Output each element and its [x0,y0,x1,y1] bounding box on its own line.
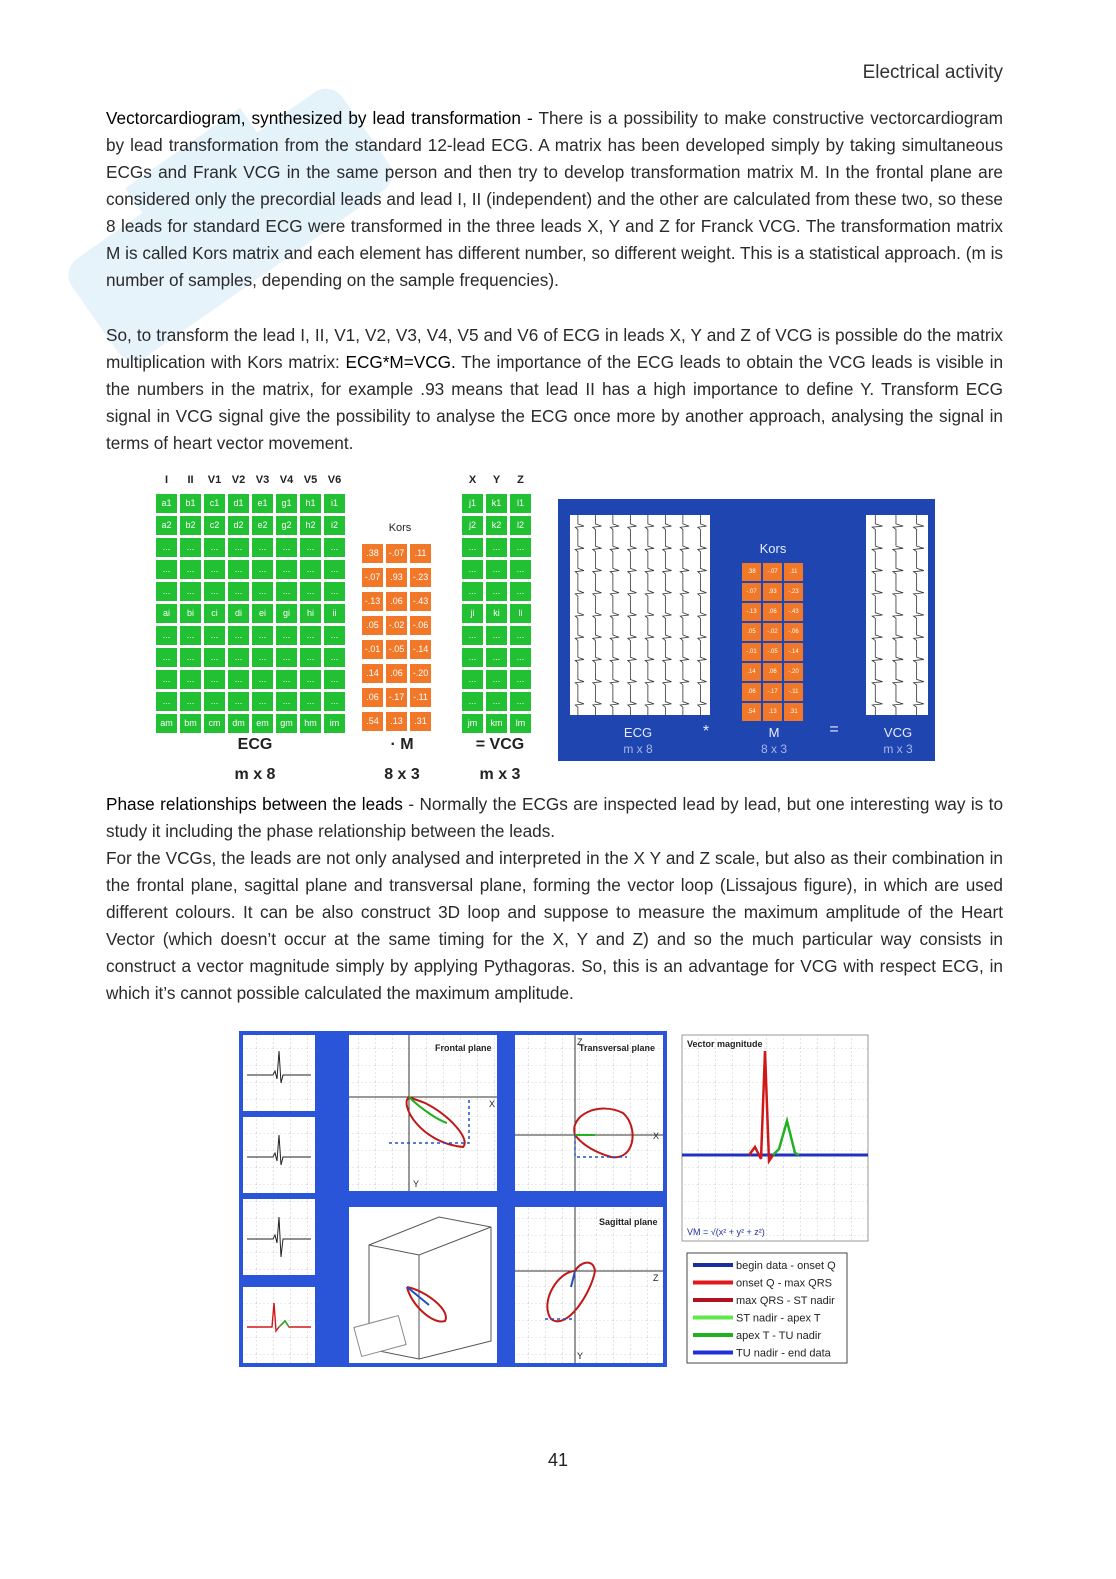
ecg-matrix-cell: hm [300,714,321,733]
vcg-matrix-cell: ... [462,626,483,645]
ecg-matrix-cell: ... [252,582,273,601]
paragraph-body: There is a possibility to make constructive vectorcardiogram by lead transformation from the standard 12-lead ECG. A matrix has been developed simply by taking simultaneous ECGs and Frank VCG in the same person and then try to develop transformation matrix M. In the frontal plane are considered only the precordial leads and lead I, II (independent) and the other are calculated from these two, so these 8 leads for standard ECG were transformed in the three leads X, Y and Z for Franck VCG. The transformation matrix M is called Kors matrix and each element has different number, so different weight. This is a statistical approach. (m is number of samples, depending on the sample frequencies). [106,108,1003,290]
ecg-matrix-cell: ... [156,538,177,557]
matrix-figure [150,470,540,790]
ecg-matrix-cell: ... [324,626,345,645]
kors-matrix-cell: .38 [362,544,383,563]
ecg-matrix-cell: ... [324,582,345,601]
3d-loop-panel [349,1207,497,1363]
kors-small-cell: -.13 [742,603,761,621]
kors-small-cell: -.11 [784,683,803,701]
m-dimension: 8 x 3 [384,766,420,783]
trace-lines [570,515,710,715]
kors-matrix-cell: .54 [362,712,383,731]
kors-small-cell: -.23 [784,583,803,601]
kors-small-cell: -.05 [763,643,782,661]
vcg-matrix-cell: li [510,604,531,623]
section-lead-vcg: Vectorcardiogram, synthesized by lead transformation - [106,108,533,128]
ecg-matrix-cell: ... [180,538,201,557]
ecg-matrix-cell: gi [276,604,297,623]
legend-label: TU nadir - end data [736,1347,831,1360]
kors-matrix-cell: .06 [362,688,383,707]
ecg-matrix-cell: a2 [156,516,177,535]
vcg-column-header: Z [517,474,524,486]
vcg-matrix-cell: l1 [510,494,531,513]
vcg-matrix-cell: ... [486,648,507,667]
vcg-loops-figure [239,1031,869,1367]
ecg-matrix-cell: ... [156,626,177,645]
ecg-matrix-cell: ... [180,626,201,645]
ecg-column-header: V4 [279,474,294,486]
ecg-matrix-cell: ... [300,582,321,601]
vcg-matrix-cell: ... [486,538,507,557]
kors-small-cell: -.07 [763,563,782,581]
ecg-matrix-cell: i1 [324,494,345,513]
ecg-matrix-cell: hi [300,604,321,623]
ecg-matrix-cell: e1 [252,494,273,513]
ecg-matrix-cell: ... [156,692,177,711]
kors-small-cell: .31 [784,703,803,721]
ecg-column-header: V6 [327,474,342,486]
ecg-matrix-cell: c1 [204,494,225,513]
running-header: Electrical activity [862,62,1003,83]
ecg-matrix-cell: ... [300,626,321,645]
kors-matrix-cell: -.20 [410,664,431,683]
ecg-column-header: II [187,474,194,486]
ecg-matrix-cell: h1 [300,494,321,513]
ecg-matrix-cell: ... [180,560,201,579]
vcg-matrix-cell: ... [486,582,507,601]
ecg-matrix-cell: c2 [204,516,225,535]
kors-matrix-small [742,563,806,723]
paragraph-text: So, to transform the lead I, II, V1, V2, V3, V4, V5 and V6 of ECG in leads X, Y and Z of VCG is possible do the matrix multiplication with Kors matrix: [106,325,1003,372]
transversal-label: Transversal plane [579,1043,656,1053]
frontal-axis-x: X [489,1099,496,1109]
kors-matrix-cell: -.13 [362,592,383,611]
legend-label: onset Q - max QRS [736,1277,832,1290]
legend-label: begin data - onset Q [736,1260,836,1272]
paragraph-vcg-synthesis [106,105,1003,294]
ecg-matrix-cell: ... [228,648,249,667]
kors-small-cell: -.20 [784,663,803,681]
sagittal-plane-panel [515,1207,663,1363]
ecg-matrix-cell: ii [324,604,345,623]
ecg-matrix-cell: ... [276,560,297,579]
vcg-matrix-cell: ... [462,670,483,689]
legend [687,1253,847,1363]
kors-matrix-cell: .11 [410,544,431,563]
kors-small-cell: .14 [742,663,761,681]
vcg-matrix-cell: l2 [510,516,531,535]
ecg-matrix-cell: ... [204,538,225,557]
ecg-matrix-cell: ... [204,582,225,601]
section-lead-phase: Phase relationships between the leads [106,794,403,814]
ecg-matrix-cell: i2 [324,516,345,535]
vcg-matrix-cell: k2 [486,516,507,535]
ecg-label: ECG [623,725,653,740]
ecg-matrix-cell: ... [204,670,225,689]
ecg-matrix-cell: ... [204,692,225,711]
legend-label: apex T - TU nadir [736,1330,821,1342]
vcg-matrix-cell: ... [486,670,507,689]
vcg-matrix-cell: ... [510,582,531,601]
vcg-matrix-cell: ... [462,692,483,711]
paragraph-body: - Normally the ECGs are inspected lead by lead, but one interesting way is to study it including the phase relationship between the leads. [106,794,1003,841]
legend-label: ST nadir - apex T [736,1312,821,1325]
vm-formula: VM = √(x² + y² + z²) [687,1227,765,1237]
ecg-dimension: m x 8 [234,766,276,783]
ecg-dim: m x 8 [623,742,653,756]
vcg-matrix-cell: ... [462,538,483,557]
ecg-matrix-cell: bi [180,604,201,623]
ecg-matrix-cell: ... [324,538,345,557]
multiply-sign: * [702,723,710,740]
ecg-matrix-cell: ... [324,648,345,667]
kors-matrix-cell: -.43 [410,592,431,611]
vcg-dim: m x 3 [883,742,913,756]
ecg-matrix-cell: ... [276,538,297,557]
ecg-matrix-cell: ... [180,692,201,711]
ecg-matrix-cell: ... [276,648,297,667]
lead-strips [243,1035,315,1363]
kors-matrix-cell: .06 [386,664,407,683]
ecg-matrix-cell: ... [180,582,201,601]
vcg-matrix-cell: lm [510,714,531,733]
ecg-matrix-cell: g2 [276,516,297,535]
ecg-matrix-cell: ... [276,692,297,711]
vcg-matrix-cell: ... [510,538,531,557]
vcg-matrix-cell: ji [462,604,483,623]
kors-matrix-cell: -.17 [386,688,407,707]
equals-sign: = [829,721,839,738]
ecg-matrix-cell: ai [156,604,177,623]
ecg-matrix-cell: am [156,714,177,733]
ecg-matrix-cell: ... [228,626,249,645]
kors-matrix-cell: -.01 [362,640,383,659]
ecg-matrix-cell: ... [228,582,249,601]
vcg-matrix-cell: ... [510,670,531,689]
ecg-matrix-cell: ... [252,692,273,711]
ecg-matrix-cell: ... [252,648,273,667]
m-dim: 8 x 3 [760,742,787,756]
transversal-plane-panel [515,1035,663,1191]
ecg-traces-panel [570,515,710,715]
ecg-matrix-cell: ... [252,626,273,645]
ecg-matrix-cell: ... [276,626,297,645]
kors-small-cell: -.06 [784,623,803,641]
kors-matrix-cell: .14 [362,664,383,683]
kors-small-cell: .06 [763,663,782,681]
vcg-loops-svg [239,1031,869,1367]
ecg-matrix-cell: d2 [228,516,249,535]
paragraph-kors-transform [106,322,1003,457]
ecg-matrix-cell: ... [156,582,177,601]
ecg-matrix-cell: ... [204,560,225,579]
vcg-matrix-cell: ... [462,582,483,601]
kors-small-cell: .11 [784,563,803,581]
ecg-matrix-cell: ... [180,670,201,689]
vcg-matrix-cell: ... [486,626,507,645]
formula-text: ECG*M=VCG. [345,352,456,372]
ecg-matrix-cell: ... [300,648,321,667]
kors-small-cell: -.43 [784,603,803,621]
ecg-matrix-cell: ... [156,648,177,667]
vcg-matrix-cell: km [486,714,507,733]
vcg-matrix-cell: jm [462,714,483,733]
kors-title: Kors [388,522,412,534]
vcg-matrix-cell: j2 [462,516,483,535]
kors-small-cell: .38 [742,563,761,581]
ecg-column-header: V3 [255,474,270,486]
vcg-column-header: X [468,474,477,486]
sagittal-axis-y: Y [577,1351,584,1361]
kors-matrix-cell: -.07 [386,544,407,563]
kors-slide-figure [558,499,935,761]
sagittal-axis-z: Z [653,1273,659,1283]
page-number: 41 [547,1450,569,1470]
ecg-matrix-cell: ... [204,626,225,645]
frontal-plane-panel [349,1035,497,1191]
kors-title: Kors [759,541,787,556]
ecg-column-header: I [164,474,169,486]
ecg-matrix-cell: ... [300,692,321,711]
ecg-column-header: V2 [231,474,246,486]
vector-magnitude-panel [682,1035,868,1241]
frontal-label: Frontal plane [435,1043,492,1053]
kors-small-cell: .06 [742,683,761,701]
kors-matrix-cell: -.06 [410,616,431,635]
kors-small-cell: .93 [763,583,782,601]
kors-small-cell: -.07 [742,583,761,601]
sagittal-label: Sagittal plane [599,1217,658,1227]
kors-matrix-cell: -.14 [410,640,431,659]
kors-small-cell: -.17 [763,683,782,701]
vcg-matrix-cell: ki [486,604,507,623]
ecg-matrix-cell: ... [300,538,321,557]
kors-matrix-cell: .93 [386,568,407,587]
paragraph-text: The importance of the ECG leads to obtain the VCG leads is visible in the numbers in the matrix, for example .93 means that lead II has a high importance to define Y. Transform ECG signal in VCG signal give the possibility to analyse the ECG once more by another approach, analysing the signal in terms of heart vector movement. [106,352,1004,453]
vcg-matrix-cell: ... [462,648,483,667]
ecg-matrix-cell: ci [204,604,225,623]
ecg-matrix-cell: ... [324,692,345,711]
ecg-matrix-cell: ... [252,670,273,689]
ecg-matrix-cell: ... [156,670,177,689]
paragraph-body-2: For the VCGs, the leads are not only analysed and interpreted in the X Y and Z scale, but also as their combination in the frontal plane, sagittal plane and transversal plane, forming the vector loop (Lissajous figure), in which are used different colours. It can be also construct 3D loop and suppose to measure the maximum amplitude of the Heart Vector (which doesn’t occur at the same timing for the X, Y and Z) and so the much particular way consists in construct a vector magnitude simply by applying Pythagoras. So, this is an advantage for VCG with respect ECG, in which it’s cannot possible calculated the maximum amplitude. [106,848,1003,1003]
vcg-column-header: Y [492,474,501,486]
kors-matrix-cell: .06 [386,592,407,611]
ecg-column-header: V1 [207,474,222,486]
ecg-matrix-cell: ... [300,560,321,579]
m-matrix-label: · M [390,736,414,753]
ecg-matrix-cell: ei [252,604,273,623]
vcg-matrix-cell: ... [510,560,531,579]
transversal-axis-z: Z [577,1037,583,1047]
vcg-matrix-cell: ... [462,560,483,579]
ecg-matrix-cell: ... [228,538,249,557]
vcg-matrix-cell: ... [510,648,531,667]
kors-matrix-cell: -.11 [410,688,431,707]
ecg-matrix-cell: ... [300,670,321,689]
ecg-matrix-cell: b2 [180,516,201,535]
ecg-matrix-cell: bm [180,714,201,733]
ecg-matrix-cell: di [228,604,249,623]
vcg-label: VCG [883,725,913,740]
paragraph-phase-relationships [106,791,1003,1007]
ecg-matrix-cell: ... [156,560,177,579]
ecg-matrix-cell: ... [204,648,225,667]
vcg-matrix-cell: ... [486,560,507,579]
ecg-matrix-cell: em [252,714,273,733]
kors-matrix-cell: .13 [386,712,407,731]
ecg-column-header: V5 [303,474,318,486]
kors-small-cell: -.02 [763,623,782,641]
ecg-matrix-cell: b1 [180,494,201,513]
ecg-matrix-cell: ... [252,560,273,579]
kors-small-cell: .06 [763,603,782,621]
kors-matrix-cell: -.05 [386,640,407,659]
kors-small-cell: -.14 [784,643,803,661]
trace-lines [866,515,928,715]
ecg-matrix-cell: ... [180,648,201,667]
ecg-matrix-cell: ... [276,670,297,689]
ecg-matrix-cell: ... [228,560,249,579]
kors-matrix-cell: -.02 [386,616,407,635]
kors-small-cell: .13 [763,703,782,721]
kors-matrix-cell: -.23 [410,568,431,587]
kors-matrix-cell: .05 [362,616,383,635]
vcg-matrix-cell: ... [510,692,531,711]
ecg-matrix-cell: d1 [228,494,249,513]
ecg-matrix-cell: dm [228,714,249,733]
kors-matrix-cell: .31 [410,712,431,731]
ecg-matrix-label: ECG [237,736,273,753]
kors-matrix-cell: -.07 [362,568,383,587]
ecg-matrix-cell: ... [276,582,297,601]
m-label: M [768,725,780,740]
ecg-matrix-cell: h2 [300,516,321,535]
ecg-matrix-cell: ... [228,692,249,711]
transversal-axis-x: X [653,1131,660,1141]
vcg-dimension: m x 3 [479,766,521,783]
ecg-matrix-cell: g1 [276,494,297,513]
vcg-matrix-cell: k1 [486,494,507,513]
legend-label: max QRS - ST nadir [736,1295,835,1307]
ecg-matrix-cell: e2 [252,516,273,535]
frontal-axis-y: Y [413,1179,420,1189]
ecg-matrix-cell: ... [324,670,345,689]
vcg-matrix-cell: j1 [462,494,483,513]
vm-title: Vector magnitude [687,1039,763,1049]
vcg-traces-panel [866,515,928,715]
kors-small-cell: -.01 [742,643,761,661]
ecg-matrix-cell: ... [324,560,345,579]
ecg-matrix-cell: gm [276,714,297,733]
ecg-matrix-cell: im [324,714,345,733]
ecg-matrix-cell: cm [204,714,225,733]
ecg-matrix-cell: ... [228,670,249,689]
vcg-matrix-label: = VCG [475,736,525,753]
kors-small-cell: .05 [742,623,761,641]
ecg-matrix-cell: ... [252,538,273,557]
kors-small-cell: .54 [742,703,761,721]
ecg-matrix-cell: a1 [156,494,177,513]
vcg-matrix-cell: ... [486,692,507,711]
vcg-matrix-cell: ... [510,626,531,645]
